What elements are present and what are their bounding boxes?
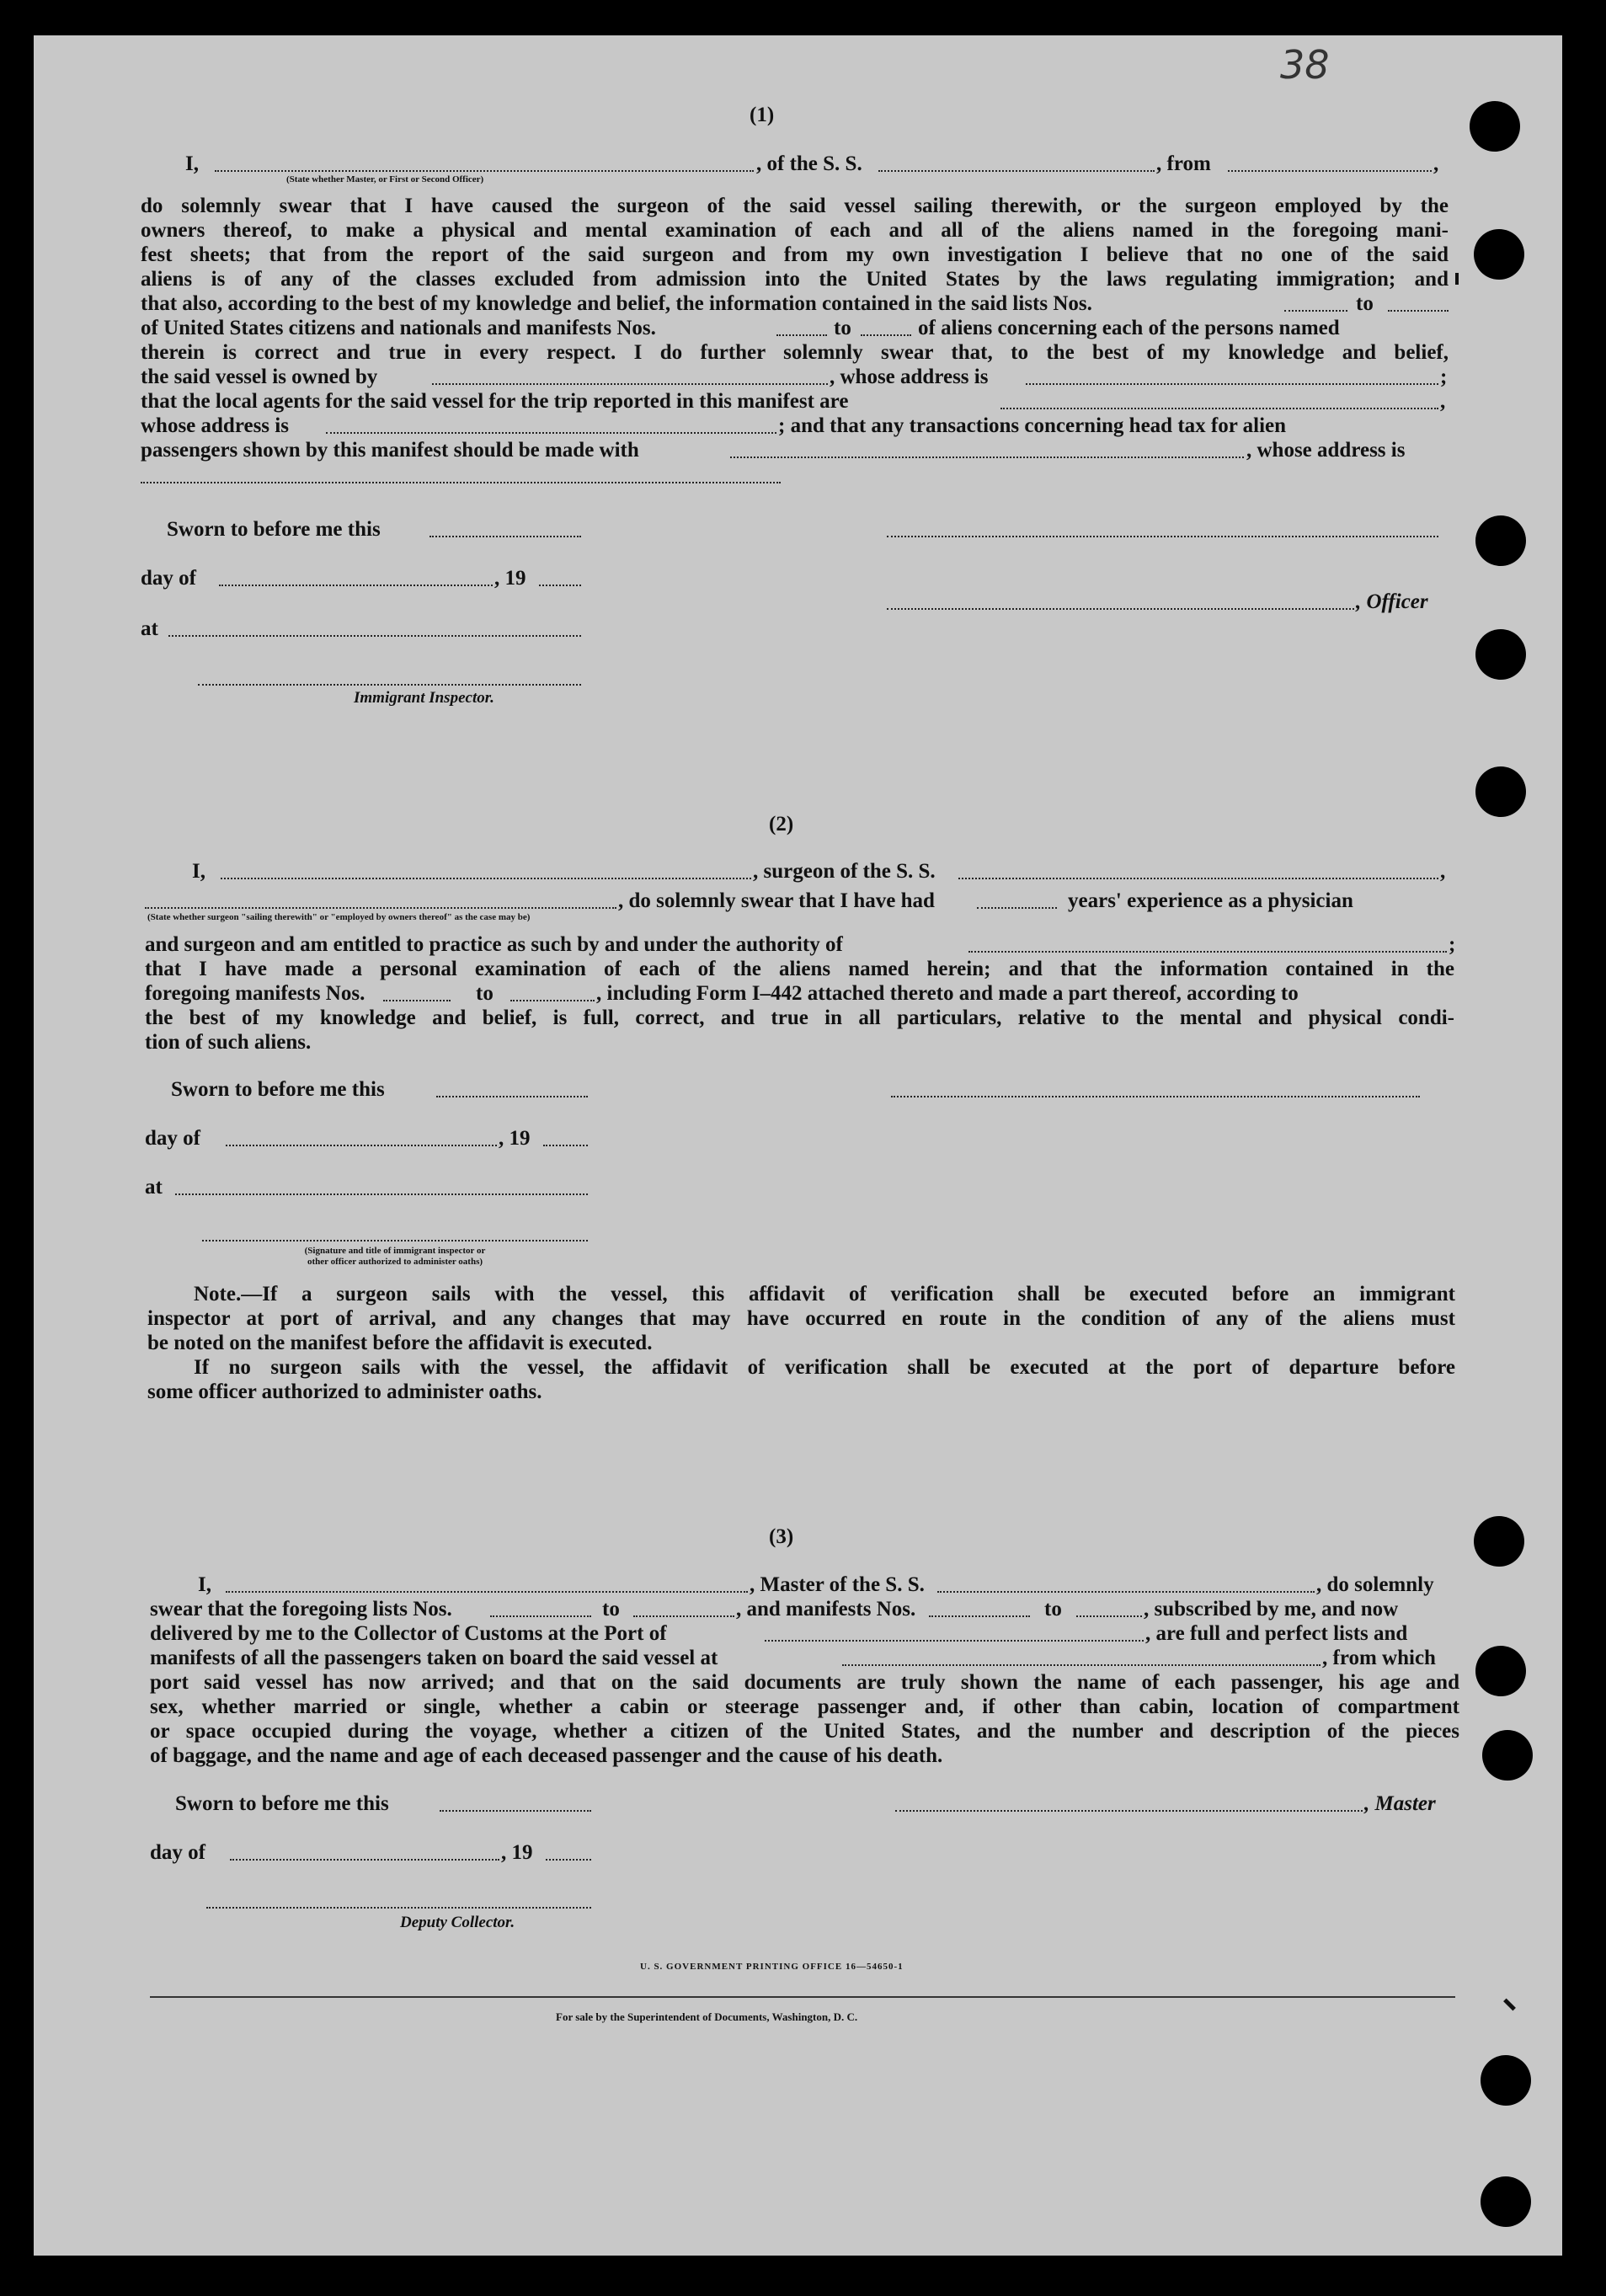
blank-officer-title[interactable] [887, 608, 1354, 610]
text: years' experience as a physician [1068, 889, 1353, 912]
blank-year[interactable] [539, 585, 581, 586]
handwritten-page-number: 38 [1280, 42, 1330, 88]
signature-caption: Immigrant Inspector. [354, 689, 494, 707]
blank-month[interactable] [230, 1859, 499, 1861]
blank-sworn-day[interactable] [440, 1810, 591, 1812]
section-1-heading: (1) [750, 104, 775, 126]
blank-month[interactable] [219, 585, 493, 586]
blank-head-tax-party[interactable] [730, 457, 1244, 458]
text: , are full and perfect lists and [1145, 1622, 1408, 1645]
blank-sworn-day[interactable] [436, 1096, 588, 1097]
blank-manifest-to[interactable] [510, 1000, 595, 1001]
text: , and manifests Nos. [736, 1598, 916, 1621]
field-note: (State whether surgeon "sailing therewith" or "employed by owners thereof" as the case may be) [147, 912, 531, 922]
blank-years-experience[interactable] [977, 907, 1057, 909]
signature-caption: Deputy Collector. [400, 1914, 515, 1931]
text: ; and that any transactions concerning head tax for alien [778, 414, 1287, 437]
blank-port-of-embarkation[interactable] [842, 1664, 1321, 1666]
paragraph-line: sex, whether married or single, whether a cabin or steerage passenger and, if other than cabin, location of compartment [150, 1695, 1459, 1718]
blank-surgeon-status[interactable] [145, 907, 616, 909]
printer-imprint: U. S. GOVERNMENT PRINTING OFFICE 16—54650-1 [640, 1962, 904, 1972]
blank-from-port[interactable] [1228, 170, 1432, 172]
blank-local-agents[interactable] [1000, 408, 1438, 409]
punch-hole-icon [1481, 2055, 1531, 2106]
blank-list-to[interactable] [1388, 310, 1449, 312]
blank-manifest-from[interactable] [383, 1000, 451, 1001]
blank-surgeon-name[interactable] [221, 878, 751, 879]
section-2-heading: (2) [769, 813, 794, 836]
blank-master-signature[interactable] [895, 1810, 1363, 1812]
paragraph-line: fest sheets; that from the report of the said surgeon and from my own investigation I believe that no one of the said [141, 243, 1449, 266]
blank-list-from[interactable] [490, 1615, 591, 1617]
blank-owner[interactable] [432, 383, 828, 385]
blank-inspector-signature[interactable] [202, 1240, 588, 1241]
text: foregoing manifests Nos. [145, 982, 365, 1005]
punch-hole-icon [1474, 1516, 1524, 1567]
scan-speck [1455, 273, 1459, 285]
text: , Master [1364, 1792, 1436, 1815]
text: , 19 [501, 1841, 533, 1864]
paragraph-line: owners thereof, to make a physical and mental examination of each and all of the aliens named in the foregoing mani- [141, 219, 1449, 242]
text: the said vessel is owned by [141, 366, 378, 388]
punch-hole-icon [1475, 1646, 1526, 1696]
blank-manifest-from[interactable] [776, 334, 827, 336]
note-line: If no surgeon sails with the vessel, the affidavit of verification shall be executed at the port of departure before [194, 1356, 1455, 1379]
paragraph-line: that I have made a personal examination of each of the aliens named herein; and that the information contained in the [145, 958, 1454, 980]
text: to [1044, 1598, 1062, 1621]
signature-caption: other officer authorized to administer oaths) [307, 1257, 483, 1267]
text: that the local agents for the said vessel for the trip reported in this manifest are [141, 390, 849, 413]
blank-authority[interactable] [968, 951, 1447, 953]
blank-year[interactable] [546, 1859, 591, 1861]
text: passengers shown by this manifest should be made with [141, 439, 639, 462]
text: day of [150, 1841, 205, 1864]
document-sheet [34, 35, 1562, 2256]
text: of aliens concerning each of the persons named [918, 317, 1340, 339]
text: ; [1449, 933, 1456, 956]
blank-manifest-to[interactable] [1076, 1615, 1142, 1617]
blank-deputy-signature[interactable] [206, 1907, 591, 1909]
blank-officer-name[interactable] [215, 170, 754, 172]
text: I, [198, 1573, 211, 1596]
punch-hole-icon [1470, 101, 1520, 152]
footer-text: For sale by the Superintendent of Documents, Washington, D. C. [556, 2010, 858, 2023]
paragraph-line: the best of my knowledge and belief, is full, correct, and true in all particulars, relative to the mental and physical condi- [145, 1007, 1454, 1029]
blank-owner-address[interactable] [1026, 383, 1438, 385]
paragraph-line: or space occupied during the voyage, whether a citizen of the United States, and the number and description of the pieces [150, 1720, 1459, 1743]
blank-officer-signature[interactable] [887, 536, 1438, 537]
footer-rule [150, 1996, 1455, 1998]
paragraph-line: therein is correct and true in every respect. I do further solemnly swear that, to the best of my knowledge and belief, [141, 341, 1449, 364]
blank-manifest-to[interactable] [861, 334, 911, 336]
text: to [834, 317, 851, 339]
note-line: be noted on the manifest before the affidavit is executed. [147, 1332, 653, 1354]
text: and surgeon and am entitled to practice as such by and under the authority of [145, 933, 843, 956]
text: swear that the foregoing lists Nos. [150, 1598, 452, 1621]
note-line: some officer authorized to administer oaths. [147, 1380, 542, 1403]
blank-month[interactable] [226, 1145, 497, 1146]
paragraph-line: aliens is of any of the classes excluded from admission into the United States by the laws regulating immigration; and [141, 268, 1449, 291]
blank-port[interactable] [765, 1640, 1144, 1642]
blank-list-from[interactable] [1284, 310, 1347, 312]
text: at [145, 1176, 163, 1199]
text: , 19 [499, 1127, 531, 1150]
blank-vessel-name[interactable] [878, 170, 1155, 172]
text: to [1356, 292, 1374, 315]
signature-caption: (Signature and title of immigrant inspector or [304, 1246, 486, 1256]
paragraph-line: of baggage, and the name and age of each deceased passenger and the cause of his death. [150, 1744, 943, 1767]
text: , Officer [1356, 590, 1428, 613]
text: , from which [1322, 1647, 1436, 1669]
text: , subscribed by me, and now [1144, 1598, 1399, 1621]
punch-hole-icon [1482, 1730, 1533, 1781]
text: that also, according to the best of my knowledge and belief, the information contained in the said lists Nos. [141, 292, 1092, 315]
text: , including Form I–442 attached thereto and made a part thereof, according to [596, 982, 1299, 1005]
blank-sworn-day[interactable] [430, 536, 581, 537]
text: Sworn to before me this [171, 1078, 385, 1101]
text: at [141, 617, 158, 640]
field-note: (State whether Master, or First or Second Officer) [286, 174, 484, 184]
punch-hole-icon [1475, 629, 1526, 680]
text: , [1440, 860, 1446, 883]
blank-master-name[interactable] [226, 1591, 748, 1593]
text: , surgeon of the S. S. [753, 860, 936, 883]
section-3-heading: (3) [769, 1525, 794, 1548]
blank-agent-address[interactable] [326, 432, 776, 434]
text: , 19 [494, 567, 526, 590]
text: delivered by me to the Collector of Customs at the Port of [150, 1622, 667, 1645]
paragraph-line: do solemnly swear that I have caused the surgeon of the said vessel sailing therewith, or the surgeon employed by the [141, 195, 1449, 217]
punch-hole-icon [1481, 2176, 1531, 2227]
text: tion of such aliens. [145, 1031, 312, 1054]
text: manifests of all the passengers taken on board the said vessel at [150, 1647, 718, 1669]
blank-surgeon-signature[interactable] [891, 1096, 1420, 1097]
text: of United States citizens and nationals and manifests Nos. [141, 317, 656, 339]
punch-hole-icon [1474, 229, 1524, 280]
text: whose address is [141, 414, 289, 437]
text: Sworn to before me this [175, 1792, 389, 1815]
blank-place[interactable] [175, 1193, 588, 1195]
text: day of [145, 1127, 200, 1150]
blank-vessel-name[interactable] [958, 878, 1438, 879]
text: Sworn to before me this [167, 518, 381, 541]
text: day of [141, 567, 196, 590]
text: , whose address is [830, 366, 989, 388]
text: ; [1440, 366, 1448, 388]
text: , whose address is [1246, 439, 1406, 462]
text: I, [192, 860, 205, 883]
text: , [1433, 152, 1439, 175]
blank-vessel-name[interactable] [937, 1591, 1315, 1593]
blank-list-to[interactable] [633, 1615, 734, 1617]
text: , Master of the S. S. [750, 1573, 925, 1596]
blank-year[interactable] [543, 1145, 588, 1146]
scan-speck [1503, 1999, 1516, 2011]
text: , of the S. S. [756, 152, 862, 175]
blank-head-tax-address[interactable] [141, 482, 781, 483]
note-line: Note.—If a surgeon sails with the vessel, this affidavit of verification shall be executed before an immigrant [194, 1283, 1455, 1306]
text: to [602, 1598, 620, 1621]
punch-hole-icon [1475, 515, 1526, 566]
note-line: inspector at port of arrival, and any changes that may have occurred en route in the condition of any of the aliens must [147, 1307, 1455, 1330]
text: , from [1156, 152, 1211, 175]
text: , do solemnly [1316, 1573, 1434, 1596]
punch-hole-icon [1475, 766, 1526, 817]
paragraph-line: port said vessel has now arrived; and that on the said documents are truly shown the name of each passenger, his age and [150, 1671, 1459, 1694]
text: , [1440, 390, 1446, 413]
blank-place[interactable] [168, 635, 581, 637]
text: , do solemnly swear that I have had [618, 889, 935, 912]
text: to [476, 982, 494, 1005]
text: I, [185, 152, 199, 175]
blank-manifest-from[interactable] [929, 1615, 1030, 1617]
